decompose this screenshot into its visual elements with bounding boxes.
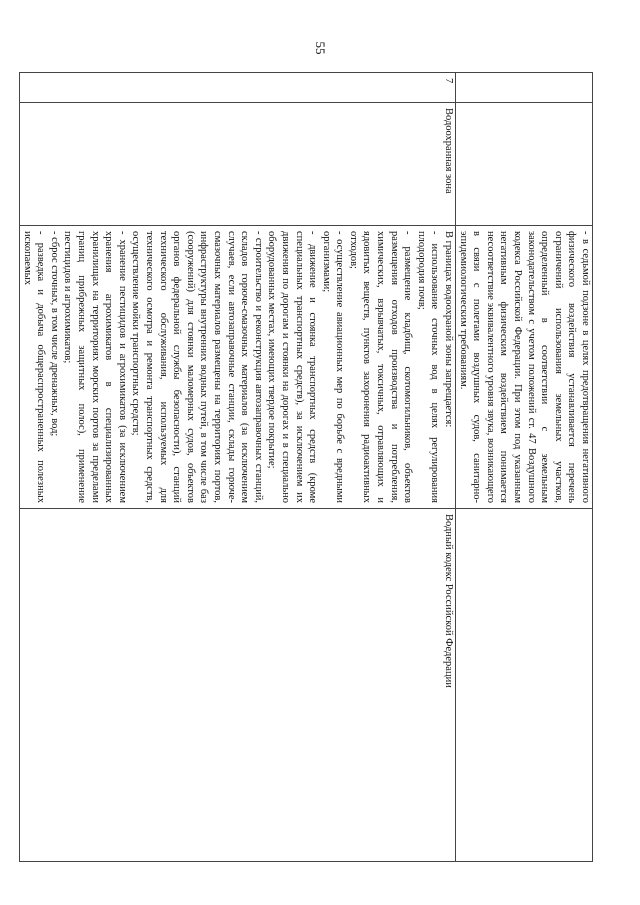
row-number-cell xyxy=(456,73,593,103)
page-number: 55 xyxy=(313,41,328,55)
legal-source-cell: Водный кодекс Российской Федерации xyxy=(20,509,456,862)
regulations-table xyxy=(19,72,593,862)
restrictions-text: - в седьмой подзоне в целях предотвращения негативного физического воздействия устанавливается перечень ограничений использования земельных участков, определенный в соответствии с земельным законодательством с учетом положений ст. 47 Воздушного кодекса Российской Федерации. При этом под указанным негативным физическим воздействием понимается несоответствие эквивалентного уровня звука, возникающего в связи с полетами воздушных судов, санитарно-эпидемиологическим требованиям. xyxy=(457,231,591,503)
legal-source-cell xyxy=(456,509,593,862)
zone-name-cell xyxy=(456,103,593,226)
restrictions-text: В границах водоохраной зоны запрещается: - использование сточных вод в целях регулирования плодородия почв; - размещение кладбищ, скотомогильников, объектов размещения отходов производства и потребления, химических, взрывчатых, токсичных, отравляющих и ядовитых веществ, пунктов захоронения радиоактивных отходов; - осуществление авиационных мер по борьбе с вредными организмами; - движение и стоянка транспортных средств (кроме специальных транспортных средств), за исключением их движения по дорогам и стоянки на дорогах и в специально оборудованных местах, имеющих твердое покрытие; - строительство и реконструкция автозаправочных станций, складов горюче-смазочных материалов (за исключением случаев, если автозаправочные станции, склады горюче-смазочных материалов размещены на территориях портов, инфраструктуры внутренних водных путей, в том числе баз (сооружений) для стоянки маломерных судов, объектов органов федеральной службы безопасности), станций технического обслуживания, используемых для технического осмотра и ремонта транспортных средств, осуществление мойки транспортных средств; - хранение пестицидов и агрохимикатов (за исключением хранения агрохимикатов в специализированных хранилищах на территориях морских портов за пределами границ прибрежных защитных полос), применение пестицидов и агрохимикатов; - сброс сточных, в том числе дренажных, вод; - разведка и добыча общераспространенных полезных ископаемых xyxy=(21,231,455,503)
table-row xyxy=(456,73,593,862)
table-row xyxy=(20,73,456,862)
restrictions-cell xyxy=(456,226,593,509)
row-number-cell: 7 xyxy=(20,73,456,103)
restrictions-cell xyxy=(20,226,456,509)
zone-name-cell: Водоохранная зона xyxy=(20,103,456,226)
regulations-table-wrap xyxy=(21,72,593,861)
